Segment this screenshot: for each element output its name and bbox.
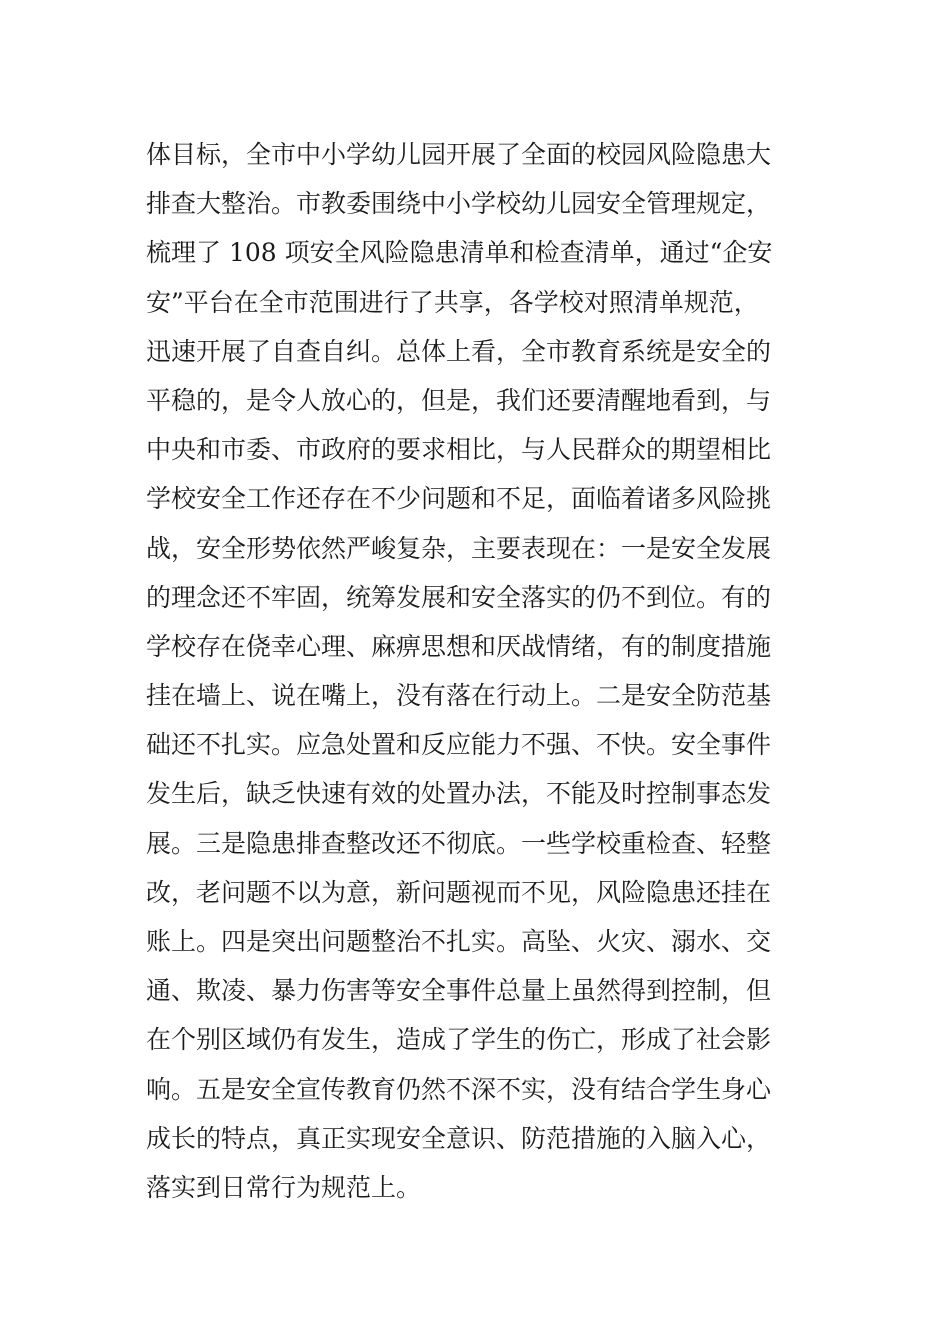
text-line: 学校安全工作还存在不少问题和不足，面临着诸多风险挑	[146, 484, 772, 514]
text-line: 排查大整治。市教委围绕中小学校幼儿园安全管理规定，	[146, 189, 772, 219]
text-line: 迅速开展了自查自纠。总体上看，全市教育系统是安全的	[146, 336, 772, 366]
text-line: 战，安全形势依然严峻复杂，主要表现在：一是安全发展	[146, 533, 772, 563]
text-line: 平稳的，是令人放心的，但是，我们还要清醒地看到，与	[146, 385, 772, 415]
text-line: 学校存在侥幸心理、麻痹思想和厌战情绪，有的制度措施	[146, 631, 772, 661]
text-line: 在个别区域仍有发生，造成了学生的伤亡，形成了社会影	[146, 1025, 772, 1055]
text-line: 落实到日常行为规范上。	[146, 1172, 422, 1202]
text-line: 通、欺凌、暴力伤害等安全事件总量上虽然得到控制，但	[146, 976, 772, 1006]
text-line: 体目标，全市中小学幼儿园开展了全面的校园风险隐患大	[146, 140, 772, 169]
text-line: 安”平台在全市范围进行了共享，各学校对照清单规范，	[146, 287, 759, 317]
text-line: 展。三是隐患排查整改还不彻底。一些学校重检查、轻整	[146, 828, 772, 858]
text-line: 的理念还不牢固，统筹发展和安全落实的仍不到位。有的	[146, 582, 772, 612]
text-line: 响。五是安全宣传教育仍然不深不实，没有结合学生身心	[146, 1074, 772, 1104]
text-line: 中央和市委、市政府的要求相比，与人民群众的期望相比	[146, 435, 772, 465]
text-line: 改，老问题不以为意，新问题视而不见，风险隐患还挂在	[146, 877, 772, 907]
text-line: 成长的特点，真正实现安全意识、防范措施的入脑入心，	[146, 1123, 772, 1153]
text-line: 挂在墙上、说在嘴上，没有落在行动上。二是安全防范基	[146, 681, 772, 711]
body-paragraph	[146, 130, 826, 1212]
text-line: 梳理了 108 项安全风险隐患清单和检查清单，通过“企安	[146, 238, 773, 268]
text-line: 础还不扎实。应急处置和反应能力不强、不快。安全事件	[146, 730, 772, 760]
text-line: 账上。四是突出问题整治不扎实。高坠、火灾、溺水、交	[146, 927, 772, 956]
text-line: 发生后，缺乏快速有效的处置办法，不能及时控制事态发	[146, 779, 772, 809]
